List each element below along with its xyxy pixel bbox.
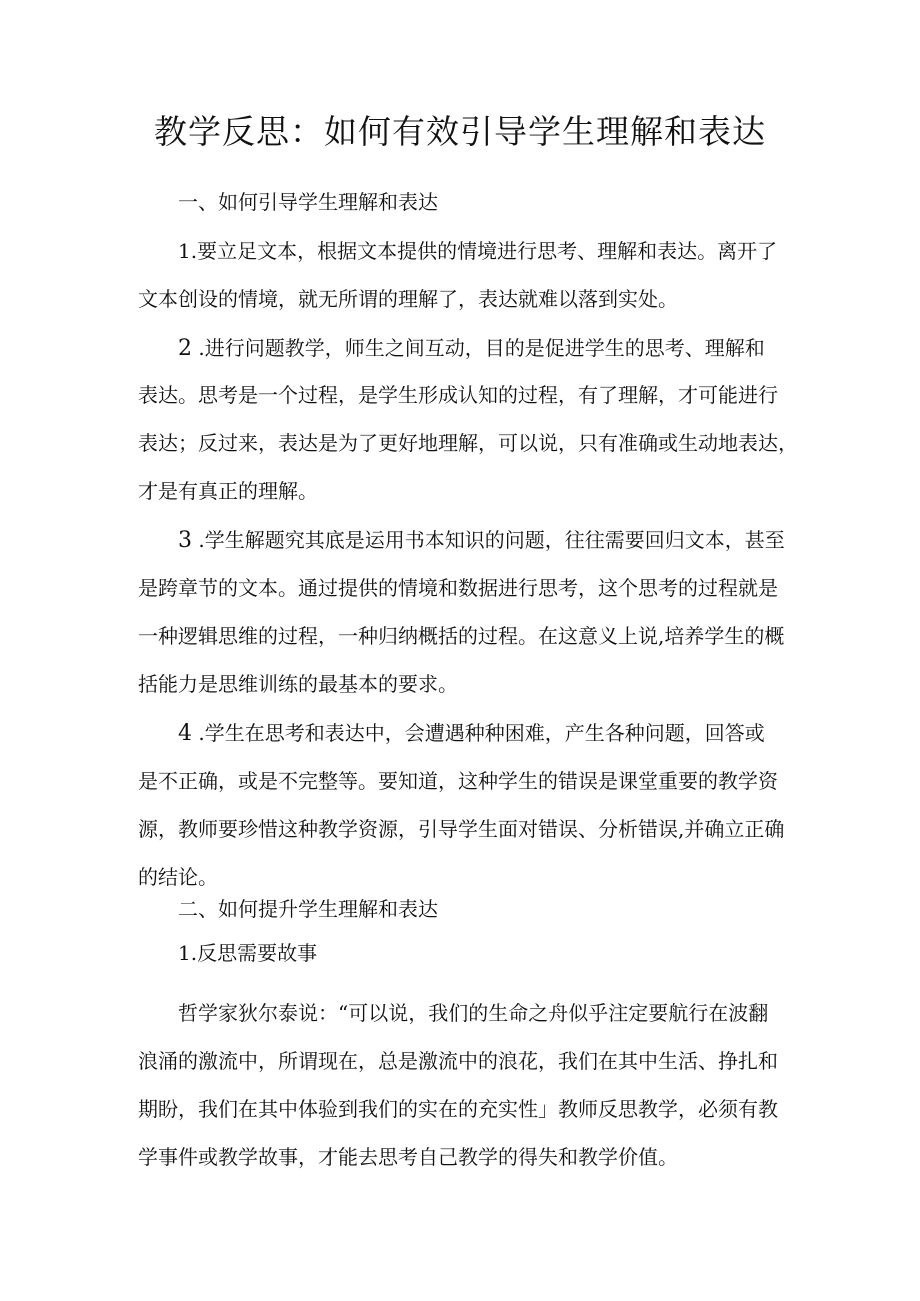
subheading-1: 1.反思需要故事 [178, 941, 318, 965]
p4-number: 4 [178, 721, 192, 746]
section2-heading: 二、如何提升学生理解和表达 [178, 897, 438, 921]
p5-line3: 期盼，我们在其中体验到我们的实在的充实性」教师反思教学，必须有教 [138, 1097, 778, 1121]
p4-line2: 是不正确，或是不完整等。要知道，这种学生的错误是课堂重要的教学资 [138, 769, 778, 793]
p4-line3: 源，教师要珍惜这种教学资源，引导学生面对错误、分析错误,并确立正确 [138, 817, 785, 841]
p4-line4: 的结论。 [138, 865, 218, 889]
p2-line2: 表达。思考是一个过程，是学生形成认知的过程，有了理解，才可能进行 [138, 383, 778, 407]
p3-line2: 是跨章节的文本。通过提供的情境和数据进行思考，这个思考的过程就是 [138, 576, 778, 600]
p1-line1: 1.要立足文本，根据文本提供的情境进行思考、理解和表达。离开了 [178, 239, 778, 263]
p5-line1: 哲学家狄尔泰说：“可以说，我们的生命之舟似乎注定要航行在波翻 [178, 1001, 769, 1025]
p3-number: 3 [178, 528, 192, 553]
p4-line1-text: .学生在思考和表达中，会遭遇种种困难，产生各种问题，回答或 [192, 721, 765, 745]
p3-line1 [178, 525, 785, 556]
p2-number: 2 [178, 336, 192, 361]
p3-line1-text: .学生解题究其底是运用书本知识的问题，往往需要回归文本，甚至 [192, 528, 785, 552]
p3-line3: 一种逻辑思维的过程，一种归纳概括的过程。在这意义上说,培养学生的概 [138, 624, 785, 648]
p2-line3: 表达；反过来，表达是为了更好地理解，可以说，只有准确或生动地表达， [138, 431, 798, 455]
section1-heading: 一、如何引导学生理解和表达 [178, 190, 438, 214]
p3-line4: 括能力是思维训练的最基本的要求。 [138, 672, 458, 696]
p1-line2: 文本创设的情境，就无所谓的理解了，表达就难以落到实处。 [138, 287, 678, 311]
p2-line4: 才是有真正的理解。 [138, 479, 318, 503]
document-title: 教学反思：如何有效引导学生理解和表达 [154, 112, 766, 151]
p5-line4: 学事件或教学故事，才能去思考自己教学的得失和教学价值。 [138, 1145, 678, 1169]
p2-line1 [178, 333, 765, 364]
p4-line1 [178, 718, 765, 749]
p5-line2: 浪涌的激流中，所谓现在，总是激流中的浪花，我们在其中生活、挣扎和 [138, 1049, 778, 1073]
p2-line1-text: .进行问题教学，师生之间互动，目的是促进学生的思考、理解和 [192, 336, 765, 360]
